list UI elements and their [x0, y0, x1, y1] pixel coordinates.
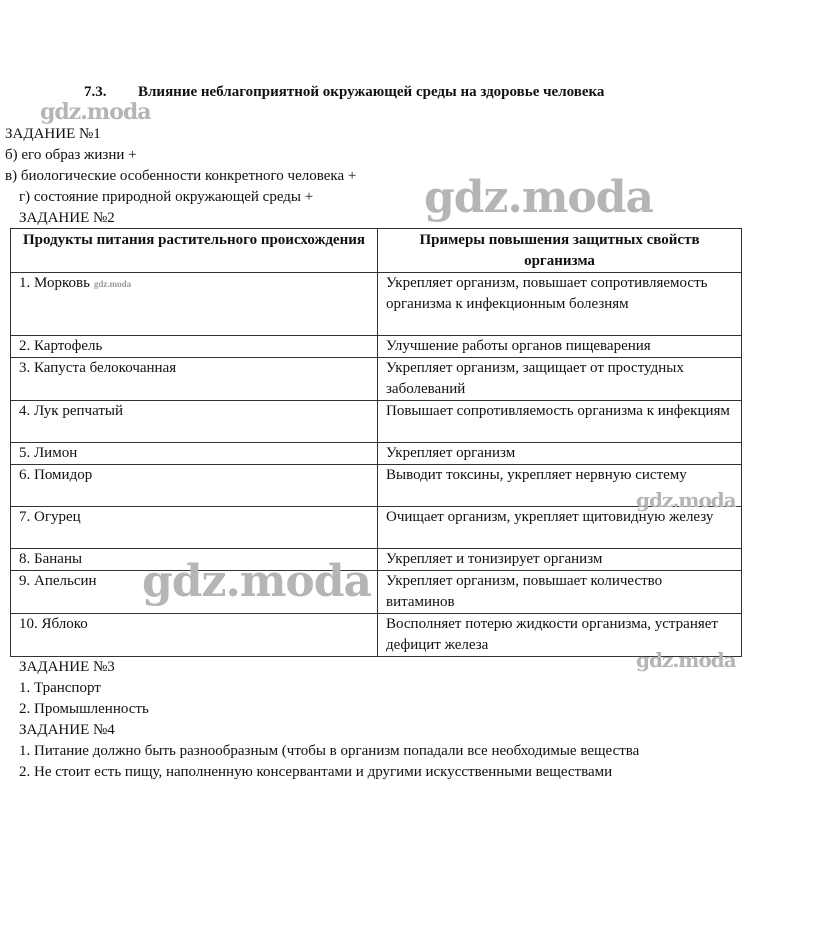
table-row	[11, 336, 742, 358]
table-row	[11, 549, 742, 571]
effect-cell: Укрепляет организм, защищает от простудных заболеваний	[378, 358, 742, 401]
effect-cell: Очищает организм, укрепляет щитовидную железу	[378, 507, 742, 549]
effect-cell: Укрепляет организм, повышает количество витаминов	[378, 571, 742, 614]
task4-title: ЗАДАНИЕ №4	[19, 722, 115, 738]
table-row	[11, 443, 742, 465]
effect-cell: Выводит токсины, укрепляет нервную систему	[378, 465, 742, 507]
table-row	[11, 571, 742, 614]
watermark-logo: gdz.moda	[40, 99, 151, 125]
task2-title: ЗАДАНИЕ №2	[19, 210, 115, 226]
section-title: Влияние неблагоприятной окружающей среды на здоровье человека	[138, 84, 605, 100]
section-number: 7.3.	[84, 84, 107, 100]
page-title	[84, 84, 604, 101]
product-cell: 6. Помидор	[11, 465, 378, 507]
task3-item: 1. Транспорт	[19, 680, 101, 696]
task1-answer-b: б) его образ жизни +	[5, 147, 137, 163]
table-row	[11, 358, 742, 401]
task1-answer-c: в) биологические особенности конкретного человека +	[5, 168, 357, 184]
watermark-logo: gdz.moda	[636, 488, 736, 512]
effect-cell: Улучшение работы органов пищеварения	[378, 336, 742, 358]
task4-item: 1. Питание должно быть разнообразным (чтобы в организм попадали все необходимые вещества	[19, 743, 640, 759]
product-cell: 2. Картофель	[11, 336, 378, 358]
watermark-logo: gdz.moda	[93, 279, 132, 289]
product-cell: 5. Лимон	[11, 443, 378, 465]
product-cell: 9. Апельсин	[11, 571, 378, 614]
effect-cell: Повышает сопротивляемость организма к инфекциям	[378, 401, 742, 443]
table-row	[11, 465, 742, 507]
task4-item: 2. Не стоит есть пищу, наполненную консервантами и другими искусственными веществами	[19, 764, 613, 780]
table-row	[11, 273, 742, 336]
effect-cell: Восполняет потерю жидкости организма, устраняет дефицит железа	[378, 614, 742, 657]
task1-title: ЗАДАНИЕ №1	[5, 126, 101, 142]
watermark-logo: gdz.moda	[142, 556, 372, 607]
product-cell: 3. Капуста белокочанная	[11, 358, 378, 401]
product-cell: 4. Лук репчатый	[11, 401, 378, 443]
effect-cell: Укрепляет и тонизирует организм	[378, 549, 742, 571]
task3-title: ЗАДАНИЕ №3	[19, 659, 115, 675]
column-header-effects: Примеры повышения защитных свойств организма	[378, 229, 742, 273]
product-cell: 10. Яблоко	[11, 614, 378, 657]
product-cell: 8. Бананы	[11, 549, 378, 571]
table-row	[11, 614, 742, 657]
effect-cell: Укрепляет организм	[378, 443, 742, 465]
table-row	[11, 401, 742, 443]
task1-answer-d: г) состояние природной окружающей среды +	[19, 189, 314, 205]
column-header-products: Продукты питания растительного происхождения	[11, 229, 378, 273]
watermark-logo: gdz.moda	[424, 172, 654, 223]
task3-item: 2. Промышленность	[19, 701, 149, 717]
table-row	[11, 507, 742, 549]
food-table	[10, 228, 742, 657]
product-cell	[11, 273, 378, 336]
product-name: 1. Морковь	[19, 275, 90, 291]
product-cell: 7. Огурец	[11, 507, 378, 549]
watermark-logo: gdz.moda	[636, 648, 736, 672]
table-header-row	[11, 229, 742, 273]
effect-cell: Укрепляет организм, повышает сопротивляемость организма к инфекционным болезням	[378, 273, 742, 336]
